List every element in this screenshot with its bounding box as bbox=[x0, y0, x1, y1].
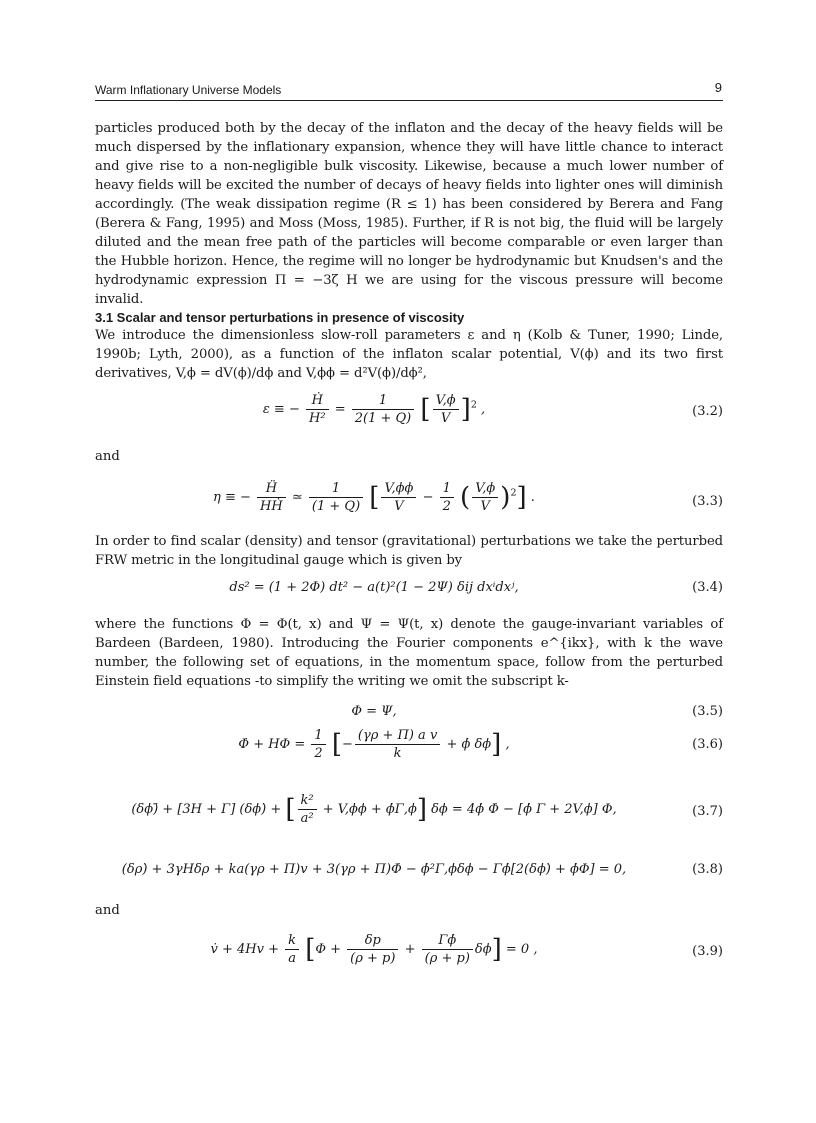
eq-3-7-frac-1: $\frac{\text{k²}}{\text{a²}}$ bbox=[298, 792, 317, 827]
equation-3-8: (δρ)̇ + 3γHδρ + ka(γρ + Π)v + 3(γρ + Π)Φ̇ − ϕ̇²Γ,ϕδϕ − Γϕ̇[2(δϕ)̇ + ϕ̇Φ] = 0, (3.8) bbox=[121, 862, 723, 877]
equation-3-5: Φ = Ψ, (3.5) bbox=[351, 704, 723, 719]
connector-and-2: and bbox=[95, 903, 120, 918]
paragraph-3: In order to find scalar (density) and tensor (gravitational) perturbations we take the perturbed FRW metric in the longitudinal gauge which is given by bbox=[95, 534, 723, 568]
eq-3-3-frac-5: $\frac{V,\phi}{V}$ bbox=[472, 480, 498, 515]
eq-label-3-5: (3.5) bbox=[692, 704, 723, 719]
eq-3-9-frac-3: $\frac{\Gamma\phi̇}{(\rho + p)}$ bbox=[422, 932, 473, 967]
eq-3-3-frac-3: $\frac{V,\phi\phi}{V}$ bbox=[381, 480, 416, 515]
equation-3-3: η ≡ − $\frac{\text{Ḧ}}{\text{HḢ}}$ ≃ $\frac{1}{(1 + Q)}$ [ $\frac{V,\phi\phi}{V}$ − $\frac{1}{2}$ ( $\frac{V,\phi}{V}$ )$^2$] . (3.3) bbox=[213, 481, 723, 514]
paragraph-1: particles produced both by the decay of the inflaton and the decay of the heavy fields will be much dispersed by the inflationary expansion, whence they will have little chance to interact and give rise to a non-negligible bulk viscosity. Likewise, because a much lower number of heavy fields will be excited the number of decays of heavy fields into lighter ones will diminish accordingly. (The weak dissipation regime (R ≤ 1) has been considered by Berera and Fang (Berera & Fang, 1995) and Moss (Moss, 1985). Further, if R is not big, the fluid will be largely diluted and the mean free path of the particles will become comparable or even larger than the Hubble horizon. Hence, the regime will no longer be hydrodynamic but Knudsen's and the hydrodynamic expression Π = −3ζ H we are using for the viscous pressure will become invalid. bbox=[95, 121, 723, 307]
eq-label-3-4: (3.4) bbox=[692, 580, 723, 595]
eq-3-3-frac-1: $\frac{\text{Ḧ}}{\text{HḢ}}$ bbox=[257, 480, 286, 515]
eq-label-3-7: (3.7) bbox=[692, 804, 723, 819]
eq-3-9-frac-2: $\frac{\delta p}{(\rho + p)}$ bbox=[347, 932, 398, 967]
equation-3-6: Φ̇ + HΦ = $\frac{1}{2}$ [− $\frac{\text{(γρ + Π) a v}}{k}$ + ϕ̇ δϕ] , (3.6) bbox=[238, 728, 723, 761]
page-number: 9 bbox=[714, 80, 722, 95]
equation-3-2: ε ≡ − $\frac{\text{Ḣ}}{\text{H²}}$ = $\frac{1}{2(1 + Q)}$ [ $\frac{V,\phi}{V}$ ]$^2$ , (3.2) bbox=[262, 393, 723, 426]
eq-3-6-frac-1: $\frac{1}{2}$ bbox=[311, 727, 325, 762]
eq-label-3-6: (3.6) bbox=[692, 737, 723, 752]
eq-3-2-frac-2: $\frac{1}{2(1 + Q)}$ bbox=[352, 392, 415, 427]
eq-label-3-2: (3.2) bbox=[692, 404, 723, 419]
eq-3-3-frac-4: $\frac{1}{2}$ bbox=[440, 480, 454, 515]
running-title: Warm Inflationary Universe Models bbox=[95, 83, 282, 97]
running-header bbox=[95, 80, 723, 101]
equation-3-9: v̇ + 4Hv + $\frac{k}{a}$ [Φ + $\frac{\delta p}{(\rho + p)}$ + $\frac{\Gamma\phi̇}{(\rho + p)}$ δϕ] = 0 , (3.9) bbox=[210, 933, 723, 966]
section-heading: 3.1 Scalar and tensor perturbations in presence of viscosity bbox=[95, 310, 465, 325]
paragraph-4: where the functions Φ = Φ(t, x) and Ψ = Ψ(t, x) denote the gauge-invariant variables of Bardeen (Bardeen, 1980). Introducing the Fourier components e^{ikx}, with k the wave number, the following set of equations, in the momentum space, follow from the perturbed Einstein field equations -to simplify the writing we omit the subscript k- bbox=[95, 617, 723, 689]
eq-3-6-frac-2: $\frac{\text{(γρ + Π) a v}}{k}$ bbox=[355, 727, 440, 762]
eq-3-2-frac-3: $\frac{V,\phi}{V}$ bbox=[433, 392, 459, 427]
paragraph-2: We introduce the dimensionless slow-roll parameters ε and η (Kolb & Tuner, 1990; Linde, 1990b; Lyth, 2000), as a function of the inflaton scalar potential, V(ϕ) and its two first derivatives, V,ϕ = dV(ϕ)/dϕ and V,ϕϕ = d²V(ϕ)/dϕ², bbox=[95, 328, 723, 381]
eq-3-3-frac-2: $\frac{1}{(1 + Q)}$ bbox=[309, 480, 363, 515]
connector-and-1: and bbox=[95, 449, 120, 464]
eq-3-2-frac-1: $\frac{\text{Ḣ}}{\text{H²}}$ bbox=[306, 392, 329, 427]
eq-3-2-lhs: ε ≡ − bbox=[262, 402, 300, 417]
eq-label-3-9: (3.9) bbox=[692, 944, 723, 959]
eq-3-9-frac-1: $\frac{k}{a}$ bbox=[285, 932, 299, 967]
eq-label-3-3: (3.3) bbox=[692, 494, 723, 509]
equation-3-7: (δϕ)̈ + [3H + Γ] (δϕ)̇ + [ $\frac{\text{k²}}{\text{a²}}$ + V,ϕϕ + ϕ̇Γ,ϕ] δϕ = 4ϕ̇ Φ̇ − [ϕ̇ Γ + 2V,ϕ] Φ, (3.7) bbox=[131, 793, 723, 826]
equation-3-4: ds² = (1 + 2Φ) dt² − a(t)²(1 − 2Ψ) δij dxⁱdxʲ, (3.4) bbox=[229, 580, 723, 595]
eq-label-3-8: (3.8) bbox=[692, 862, 723, 877]
